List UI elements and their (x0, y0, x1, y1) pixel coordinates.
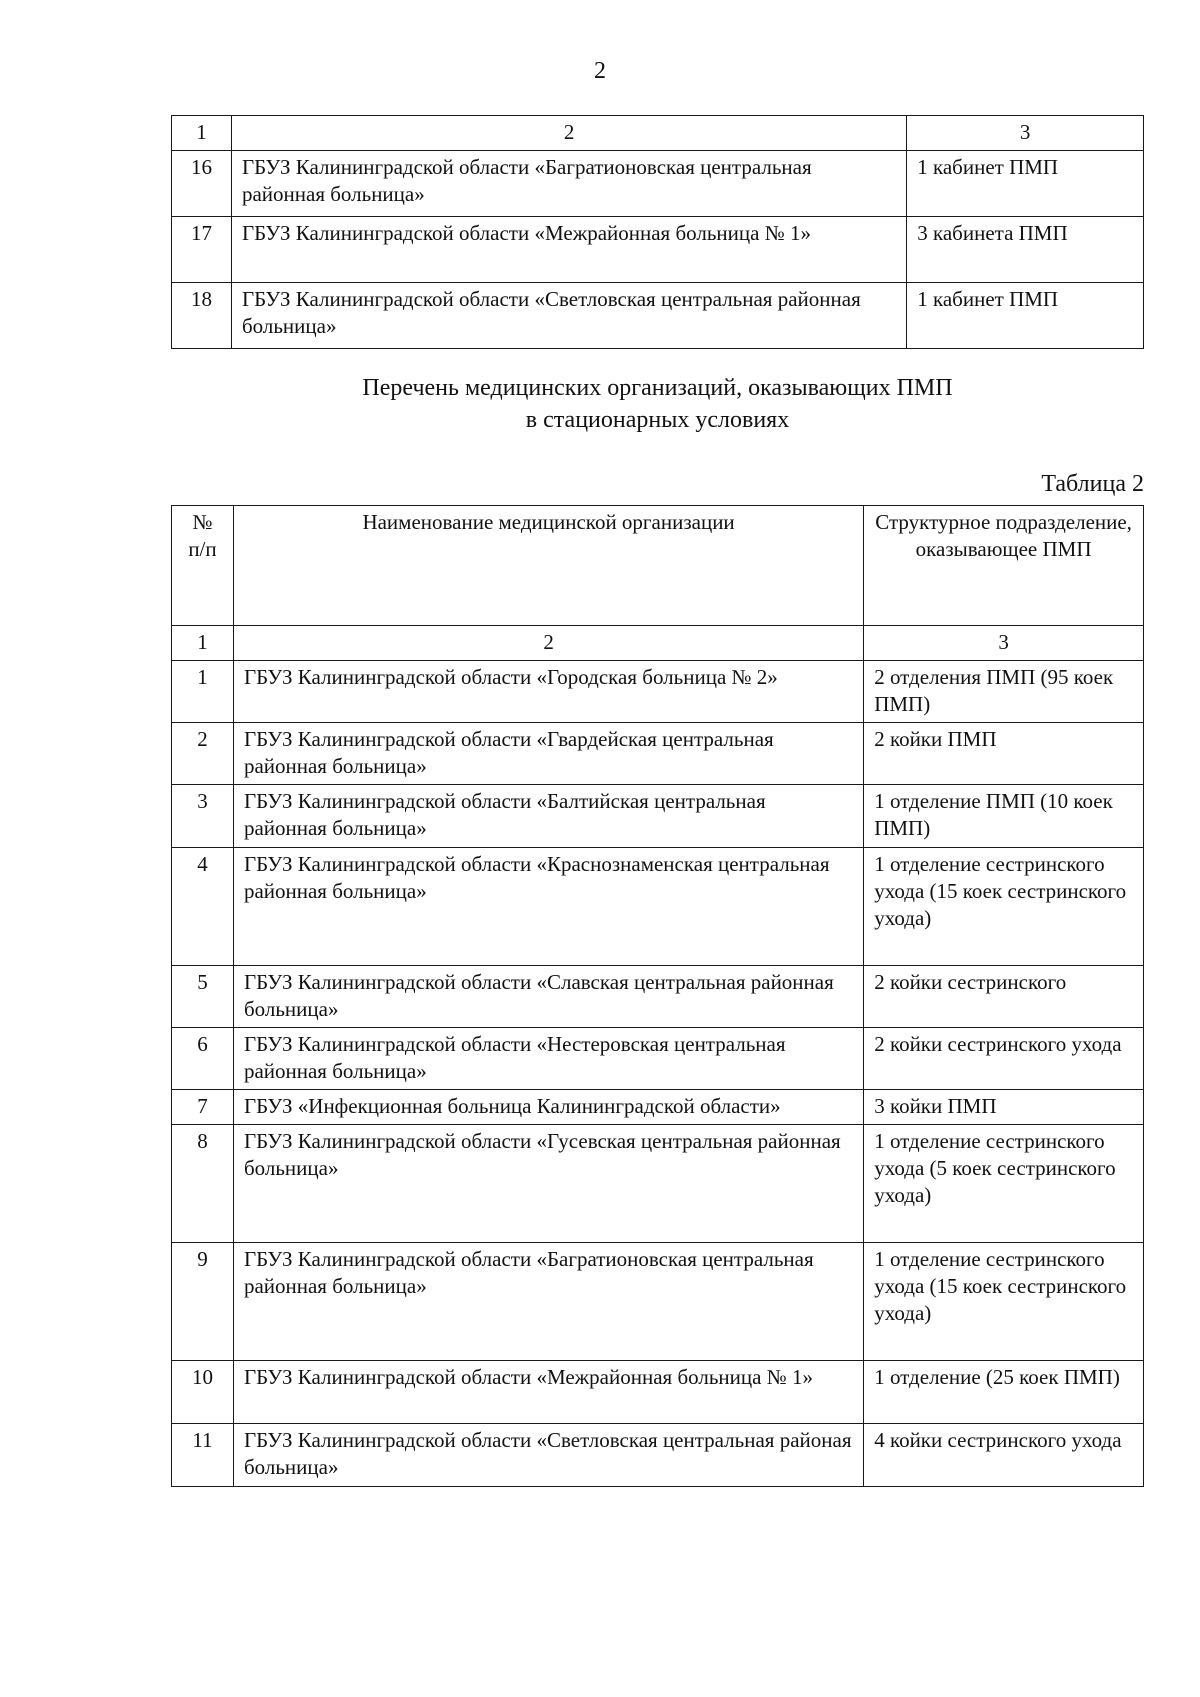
unit-cell: 4 койки сестринского ухода (864, 1424, 1144, 1487)
column-number-cell: 2 (231, 116, 906, 151)
organization-name-cell: ГБУЗ Калининградской области «Межрайонная больница № 1» (231, 217, 906, 283)
unit-cell: 1 кабинет ПМП (907, 151, 1144, 217)
row-number-cell: 9 (172, 1243, 234, 1361)
table-header-row (172, 116, 1144, 151)
continuation-table (171, 115, 1144, 349)
organization-name-cell: ГБУЗ «Инфекционная больница Калининградской области» (233, 1090, 863, 1125)
hospitals-table-body (172, 661, 1144, 1487)
row-number-cell: 8 (172, 1125, 234, 1243)
section-heading-line: Перечень медицинских организаций, оказывающих ПМП (362, 375, 953, 401)
organization-name-cell: ГБУЗ Калининградской области «Славская центральная районная больница» (233, 966, 863, 1028)
table-row (172, 151, 1144, 217)
column-number-cell: 2 (233, 626, 863, 661)
table-row (172, 283, 1144, 349)
column-number-cell: 1 (172, 626, 234, 661)
unit-cell: 1 кабинет ПМП (907, 283, 1144, 349)
table-row (172, 1028, 1144, 1090)
organization-name-cell: ГБУЗ Калининградской области «Балтийская центральная районная больница» (233, 785, 863, 848)
table-row (172, 785, 1144, 848)
table-row (172, 661, 1144, 723)
table-row (172, 217, 1144, 283)
organization-name-cell: ГБУЗ Калининградской области «Нестеровская центральная районная больница» (233, 1028, 863, 1090)
organization-name-cell: ГБУЗ Калининградской области «Светловская центральная районная больница» (231, 283, 906, 349)
unit-cell: 1 отделение (25 коек ПМП) (864, 1361, 1144, 1424)
organization-name-cell: ГБУЗ Калининградской области «Багратионовская центральная районная больница» (231, 151, 906, 217)
row-number-cell: 10 (172, 1361, 234, 1424)
table-row (172, 848, 1144, 966)
column-number-cell: 1 (172, 116, 232, 151)
organization-name-cell: ГБУЗ Калининградской области «Светловская центральная районая больница» (233, 1424, 863, 1487)
table-caption: Таблица 2 (1041, 471, 1144, 497)
unit-cell: 1 отделение сестринского ухода (5 коек сестринского ухода) (864, 1125, 1144, 1243)
row-number-cell: 2 (172, 723, 234, 785)
row-number-cell: 18 (172, 283, 232, 349)
unit-cell: 2 койки сестринского ухода (864, 1028, 1144, 1090)
unit-cell: 2 отделения ПМП (95 коек ПМП) (864, 661, 1144, 723)
table-row (172, 966, 1144, 1028)
table-numbering-row (172, 626, 1144, 661)
unit-cell: 3 кабинета ПМП (907, 217, 1144, 283)
hospitals-table (171, 505, 1144, 1487)
table-header-row (172, 506, 1144, 626)
unit-cell: 1 отделение сестринского ухода (15 коек сестринского ухода) (864, 1243, 1144, 1361)
column-number-cell: 3 (864, 626, 1144, 661)
row-number-cell: 6 (172, 1028, 234, 1090)
row-number-cell: 5 (172, 966, 234, 1028)
table-row (172, 723, 1144, 785)
organization-name-cell: ГБУЗ Калининградской области «Гвардейская центральная районная больница» (233, 723, 863, 785)
row-number-cell: 1 (172, 661, 234, 723)
page-number: 2 (594, 58, 606, 84)
row-number-cell: 7 (172, 1090, 234, 1125)
column-number-cell: 3 (907, 116, 1144, 151)
unit-cell: 1 отделение сестринского ухода (15 коек сестринского ухода) (864, 848, 1144, 966)
header-organization-cell: Наименование медицинской организации (233, 506, 863, 626)
unit-cell: 1 отделение ПМП (10 коек ПМП) (864, 785, 1144, 848)
table-row (172, 1090, 1144, 1125)
unit-cell: 2 койки сестринского (864, 966, 1144, 1028)
row-number-cell: 4 (172, 848, 234, 966)
row-number-cell: 16 (172, 151, 232, 217)
table-row (172, 1243, 1144, 1361)
organization-name-cell: ГБУЗ Калининградской области «Межрайонная больница № 1» (233, 1361, 863, 1424)
table-row (172, 1424, 1144, 1487)
row-number-cell: 11 (172, 1424, 234, 1487)
table-row (172, 1361, 1144, 1424)
table-row (172, 1125, 1144, 1243)
unit-cell: 3 койки ПМП (864, 1090, 1144, 1125)
header-number-cell: № п/п (172, 506, 234, 626)
organization-name-cell: ГБУЗ Калининградской области «Гусевская центральная районная больница» (233, 1125, 863, 1243)
row-number-cell: 3 (172, 785, 234, 848)
unit-cell: 2 койки ПМП (864, 723, 1144, 785)
organization-name-cell: ГБУЗ Калининградской области «Краснознаменская центральная районная больница» (233, 848, 863, 966)
section-heading (171, 372, 1144, 436)
header-unit-cell: Структурное подразделение, оказывающее ПМП (864, 506, 1144, 626)
organization-name-cell: ГБУЗ Калининградской области «Багратионовская центральная районная больница» (233, 1243, 863, 1361)
organization-name-cell: ГБУЗ Калининградской области «Городская больница № 2» (233, 661, 863, 723)
section-heading-line: в стационарных условиях (525, 407, 790, 433)
row-number-cell: 17 (172, 217, 232, 283)
